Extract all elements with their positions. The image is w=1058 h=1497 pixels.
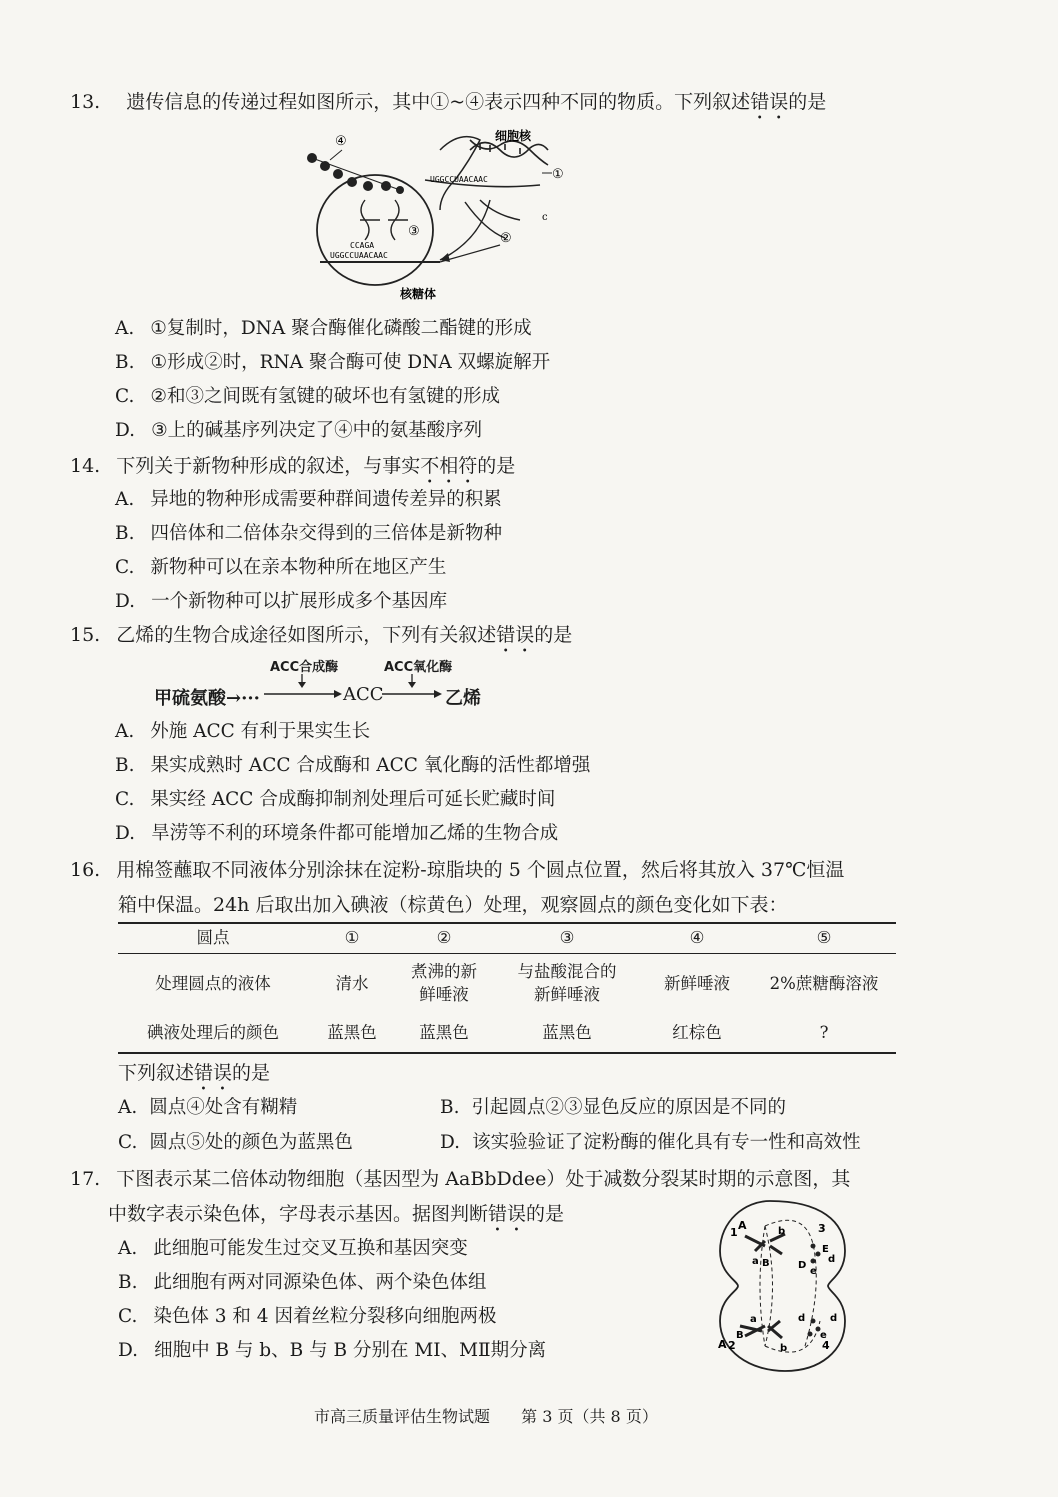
gene-d-bottom: d <box>798 1313 806 1324</box>
q15-option-d[interactable] <box>115 821 558 847</box>
q14-option-b[interactable] <box>115 521 502 547</box>
option-key: C. <box>118 1306 138 1327</box>
label-nucleus: 细胞核 <box>495 129 532 143</box>
q17-stem-line2 <box>108 1201 564 1236</box>
option-text: 细胞中 B 与 b、B 与 B 分别在 MⅠ、MⅡ期分离 <box>154 1340 547 1361</box>
option-key: B. <box>440 1097 460 1118</box>
gene-e-top: e <box>810 1266 817 1277</box>
label-4: ④ <box>335 134 347 149</box>
mrna-sequence: UGGCCUAACAAC <box>330 251 388 260</box>
mrna-exit <box>480 200 520 220</box>
gene-d-top: d <box>828 1254 836 1265</box>
gene-A-bottom: A <box>718 1338 727 1351</box>
dna-helix <box>470 140 548 165</box>
table-header-cell: ② <box>436 928 452 947</box>
table-row <box>118 1013 896 1051</box>
table-cell: ? <box>819 1022 829 1042</box>
enzyme-acc-oxidase: ACC氧化酶 <box>384 660 453 675</box>
arrow-2-icon <box>380 672 442 700</box>
q17-option-c[interactable] <box>118 1304 496 1330</box>
table-cell: 碘液处理后的颜色 <box>147 1022 279 1042</box>
option-text: ①复制时，DNA 聚合酶催化磷酸二酯键的形成 <box>150 318 532 339</box>
label-3: 3 <box>818 1222 826 1235</box>
option-text: ②和③之间既有氢键的破坏也有氢键的形成 <box>150 386 500 407</box>
option-key: C. <box>115 557 135 578</box>
table-cell: 蓝黑色 <box>327 1022 377 1042</box>
q14-option-c[interactable] <box>115 555 446 581</box>
line2-emphasis: 错误 <box>488 1203 527 1225</box>
option-text: 异地的物种形成需要种群间遗传差异的积累 <box>150 489 502 510</box>
table-cell: 蓝黑色 <box>542 1022 592 1042</box>
footer-page: 第 3 页（共 8 页） <box>521 1407 658 1426</box>
table-cell: 处理圆点的液体 <box>155 973 271 993</box>
gene-b-bottom: b <box>780 1343 788 1354</box>
table-cell: 蓝黑色 <box>419 1022 469 1042</box>
prompt-end: 的是 <box>232 1062 271 1084</box>
dna-sequence: UGGCCUAACAAC <box>430 175 488 184</box>
q14-option-a[interactable] <box>115 487 502 513</box>
q13-stem-end: 的是 <box>788 91 827 113</box>
q16-option-d[interactable] <box>440 1130 861 1156</box>
q16-number: 16. <box>70 859 101 881</box>
q17-option-d[interactable] <box>118 1338 546 1364</box>
option-key: B. <box>118 1272 138 1293</box>
option-text: 该实验验证了淀粉酶的催化具有专一性和高效性 <box>472 1132 861 1153</box>
pathway-acc: ACC <box>343 684 384 705</box>
option-text: 此细胞可能发生过交叉互换和基因突变 <box>153 1238 468 1259</box>
gene-E: E <box>822 1244 829 1255</box>
q14-stem-text: 下列关于新物种形成的叙述，与事实 <box>116 455 421 477</box>
option-text: 果实经 ACC 合成酶抑制剂处理后可延长贮藏时间 <box>150 789 556 810</box>
q16-prompt <box>118 1060 270 1095</box>
q13-option-a[interactable] <box>115 316 532 342</box>
q17-line1-text: 下图表示某二倍体动物细胞（基因型为 AaBbDdee）处于减数分裂某时期的示意图，其 <box>116 1168 851 1190</box>
table-cell <box>396 953 492 1013</box>
option-key: C. <box>115 386 135 407</box>
gene-B-bottom: B <box>736 1330 744 1341</box>
q13-option-d[interactable] <box>115 418 482 444</box>
option-text: 染色体 3 和 4 因着丝粒分裂移向细胞两极 <box>153 1306 497 1327</box>
q16-option-a[interactable] <box>118 1095 297 1121</box>
option-text: 此细胞有两对同源染色体、两个染色体组 <box>153 1272 487 1293</box>
arrow-1-icon <box>262 672 342 700</box>
option-text: 旱涝等不利的环境条件都可能增加乙烯的生物合成 <box>151 823 559 844</box>
gene-d-bottom-right: d <box>830 1313 838 1324</box>
table-header-row <box>118 922 896 953</box>
label-1: ① <box>552 167 564 182</box>
gene-a-top: a <box>752 1256 759 1267</box>
table-cell: 2%蔗糖酶溶液 <box>769 973 879 993</box>
q17-option-b[interactable] <box>118 1270 487 1296</box>
q15-stem-end: 的是 <box>534 624 573 646</box>
table-cell: 新鲜唾液 <box>664 973 730 993</box>
gene-e-bottom: e <box>820 1330 827 1341</box>
option-text: 一个新物种可以扩展形成多个基因库 <box>151 591 448 612</box>
q17-option-a[interactable] <box>118 1236 468 1262</box>
table-header-cell: ④ <box>689 928 705 947</box>
q15-stem-emphasis: 错误 <box>496 624 535 646</box>
q13-figure <box>290 120 580 305</box>
pathway-start: 甲硫氨酸→··· <box>154 688 260 709</box>
option-text: 外施 ACC 有利于果实生长 <box>150 721 371 742</box>
option-key: D. <box>115 591 136 612</box>
gene-D: D <box>798 1260 807 1271</box>
q13-option-b[interactable] <box>115 350 550 376</box>
cell-line: 与盐酸混合的 <box>517 962 617 981</box>
option-key: C. <box>115 789 135 810</box>
option-key: D. <box>115 823 136 844</box>
option-key: A. <box>115 489 135 510</box>
q16-table <box>118 922 896 1051</box>
table-header-cell: ① <box>344 928 360 947</box>
transport-arrow <box>440 200 490 260</box>
chromosome-1 <box>745 1234 785 1254</box>
gene-B-top: B <box>762 1258 770 1269</box>
pathway-ethylene: 乙烯 <box>445 688 481 709</box>
q15-number: 15. <box>70 624 101 646</box>
table-row <box>118 953 896 1013</box>
trna-anticodons: CCAGA <box>350 241 375 250</box>
option-key: B. <box>115 523 135 544</box>
option-text: 新物种可以在亲本物种所在地区产生 <box>150 557 447 578</box>
option-text: 果实成熟时 ACC 合成酶和 ACC 氧化酶的活性都增强 <box>150 755 591 776</box>
option-key: D. <box>115 420 136 441</box>
gene-A-top: A <box>738 1219 747 1232</box>
chromosome-4 <box>808 1319 821 1337</box>
q13-number: 13. <box>70 91 101 113</box>
line2-text: 中数字表示染色体，字母表示基因。据图判断 <box>108 1203 489 1225</box>
option-key: A. <box>118 1238 138 1259</box>
q16-line1-text: 用棉签蘸取不同液体分别涂抹在淀粉-琼脂块的 5 个圆点位置，然后将其放入 37℃恒温 <box>116 859 845 881</box>
enzyme-acc-synthase: ACC合成酶 <box>270 660 339 675</box>
option-text: 圆点④处含有糊精 <box>149 1097 298 1118</box>
option-text: 四倍体和二倍体杂交得到的三倍体是新物种 <box>150 523 502 544</box>
cell-line: 鲜唾液 <box>419 985 469 1004</box>
prompt-text: 下列叙述 <box>118 1062 195 1084</box>
table-header-cell: 圆点 <box>196 928 230 947</box>
q13-stem <box>70 89 826 124</box>
label-4: 4 <box>822 1339 830 1352</box>
q15-stem-text: 乙烯的生物合成途径如图所示，下列有关叙述 <box>116 624 497 646</box>
option-text: ③上的碱基序列决定了④中的氨基酸序列 <box>151 420 483 441</box>
q15-option-c[interactable] <box>115 787 555 813</box>
option-key: A. <box>115 721 135 742</box>
option-text: 圆点⑤处的颜色为蓝黑色 <box>149 1132 353 1153</box>
q13-stem-emphasis: 错误 <box>750 91 789 113</box>
table-header-cell: ⑤ <box>816 928 832 947</box>
q14-stem <box>70 453 515 488</box>
q16-stem-line2: 箱中保温。24h 后取出加入碘液（棕黄色）处理，观察圆点的颜色变化如下表： <box>118 894 788 916</box>
option-key: B. <box>115 352 135 373</box>
option-key: D. <box>440 1132 461 1153</box>
cell-line: 煮沸的新 <box>411 962 477 981</box>
q16-option-c[interactable] <box>118 1130 353 1156</box>
q14-stem-emphasis: 不相符 <box>420 455 478 477</box>
gene-b-top: b <box>778 1226 786 1237</box>
label-2: ② <box>500 231 512 246</box>
q14-number: 14. <box>70 455 101 477</box>
q13-stem-text: 遗传信息的传递过程如图所示，其中①~④表示四种不同的物质。下列叙述 <box>126 91 751 113</box>
cell-line: 新鲜唾液 <box>534 985 600 1004</box>
table-header-cell: ③ <box>559 928 575 947</box>
table-bottom-rule <box>118 1052 896 1054</box>
label-3: ③ <box>408 224 420 239</box>
q17-number: 17. <box>70 1168 101 1190</box>
q16-option-b[interactable] <box>440 1095 786 1121</box>
trna-molecules <box>360 200 408 240</box>
page-footer <box>314 1404 658 1427</box>
prompt-emphasis: 错误 <box>194 1062 233 1084</box>
q17-cell-figure <box>710 1196 860 1376</box>
option-key: D. <box>118 1340 139 1361</box>
table-cell: 清水 <box>335 973 369 993</box>
option-key: B. <box>115 755 135 776</box>
footer-title: 市高三质量评估生物试题 <box>314 1407 491 1426</box>
label-2: 2 <box>728 1339 736 1352</box>
line2-end: 的是 <box>526 1203 565 1225</box>
q15-option-a[interactable] <box>115 719 370 745</box>
q13-option-c[interactable] <box>115 384 500 410</box>
table-cell <box>492 953 642 1013</box>
q14-option-d[interactable] <box>115 589 447 615</box>
nucleus-boundary <box>440 137 480 210</box>
option-key: A. <box>118 1097 138 1118</box>
chromosome-2 <box>740 1321 782 1338</box>
q15-option-b[interactable] <box>115 753 590 779</box>
q17-stem-line1 <box>70 1166 850 1192</box>
option-text: 引起圆点②③显色反应的原因是不同的 <box>471 1097 786 1118</box>
q15-stem <box>70 622 572 657</box>
q14-stem-end: 的是 <box>477 455 516 477</box>
q16-stem-line1 <box>70 857 844 883</box>
label-c: c <box>542 212 548 223</box>
label-1: 1 <box>730 1226 738 1239</box>
option-key: A. <box>115 318 135 339</box>
label-ribosome: 核糖体 <box>400 287 437 301</box>
table-cell: 红棕色 <box>672 1022 722 1042</box>
option-key: C. <box>118 1132 138 1153</box>
option-text: ①形成②时，RNA 聚合酶可使 DNA 双螺旋解开 <box>150 352 551 373</box>
gene-a-bottom: a <box>750 1314 757 1325</box>
